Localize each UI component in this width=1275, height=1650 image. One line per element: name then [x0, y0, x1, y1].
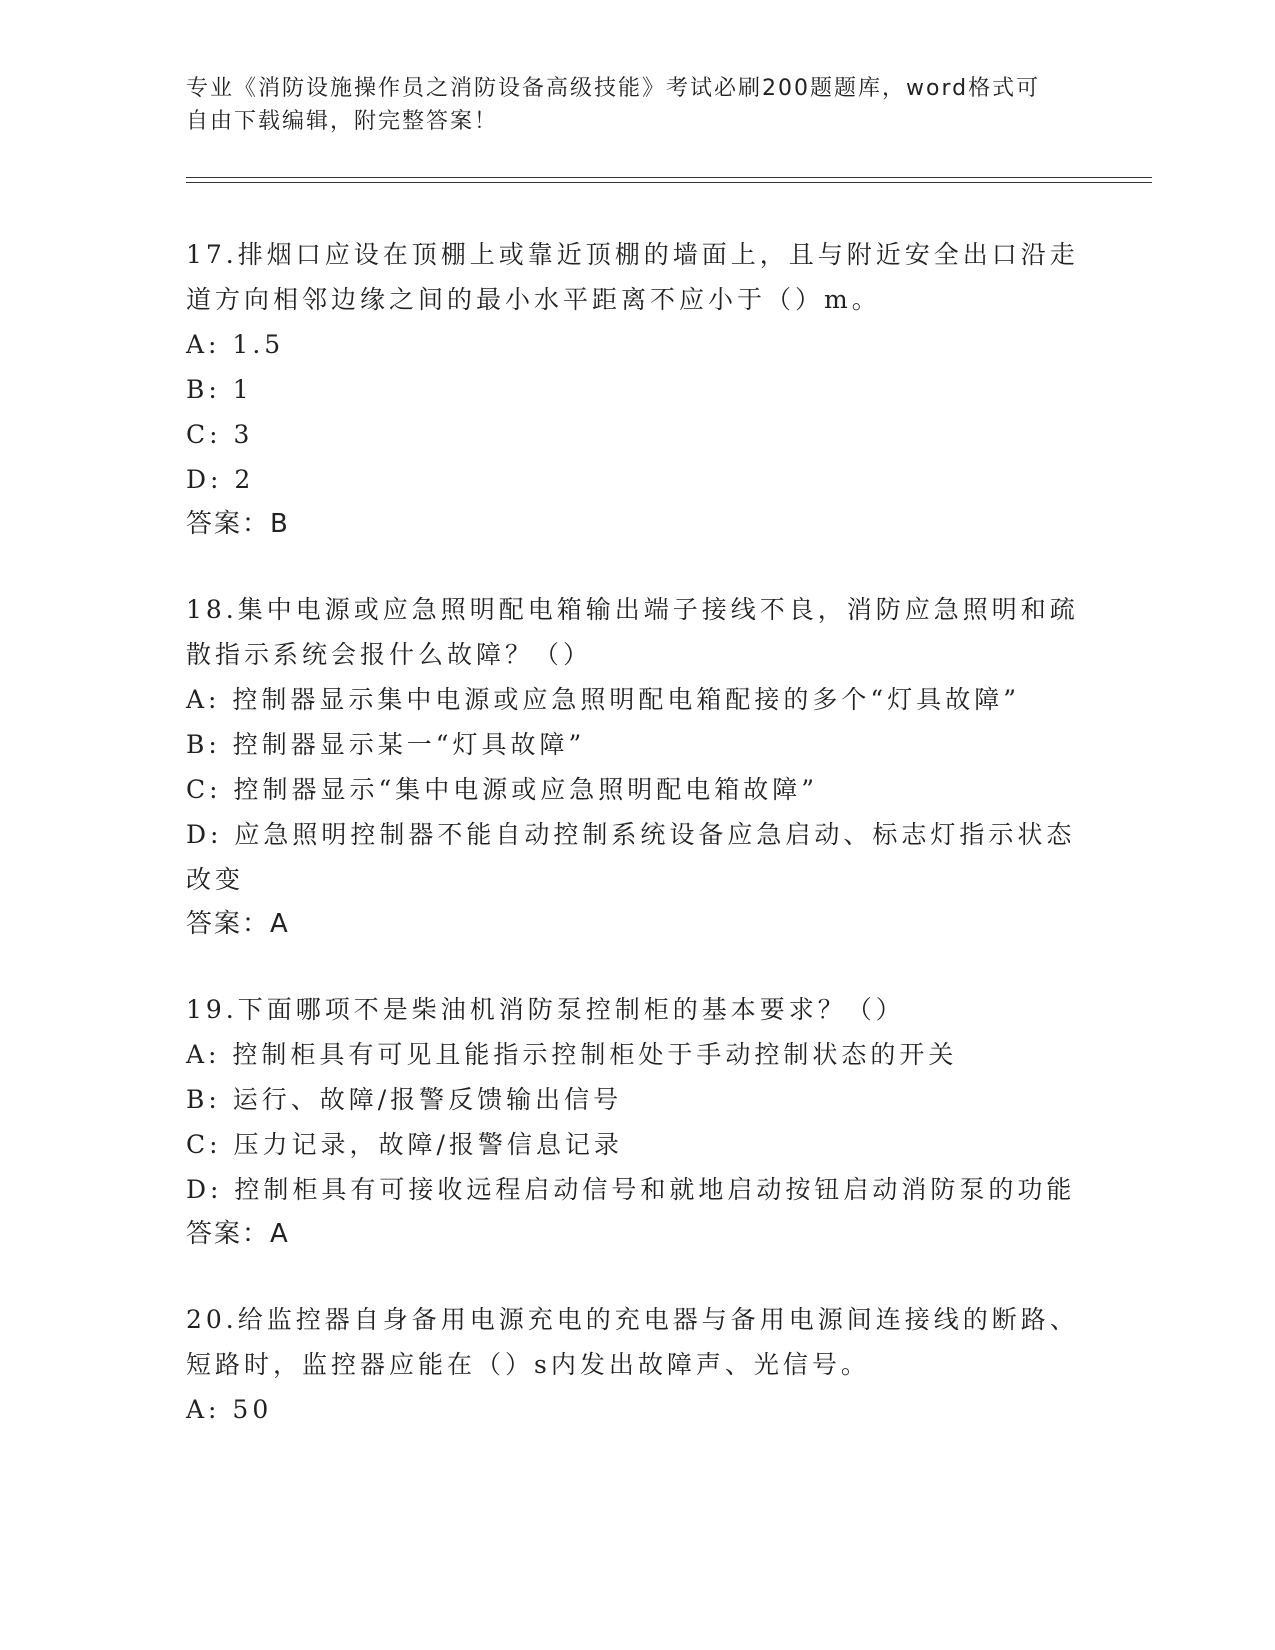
question-text: 18.集中电源或应急照明配电箱输出端子接线不良，消防应急照明和疏散指示系统会报什么故障？（）: [186, 595, 1079, 669]
option-a: A: 1.5: [186, 330, 285, 359]
question-17: [186, 232, 1186, 547]
option-c: C: 控制器显示“集中电源或应急照明配电箱故障”: [186, 775, 819, 804]
option-a: A: 控制器显示集中电源或应急照明配电箱配接的多个“灯具故障”: [186, 685, 1020, 714]
option-c: C: 压力记录，故障/报警信息记录: [186, 1130, 623, 1159]
header-line-1: 专业《消防设施操作员之消防设备高级技能》考试必刷200题题库，word格式可: [186, 76, 1041, 101]
question-list: [186, 232, 1186, 1472]
option-c: C: 3: [186, 420, 254, 449]
option-d: D: 2: [186, 465, 255, 494]
answer-line: 答案：A: [186, 1219, 290, 1249]
option-a: A: 控制柜具有可见且能指示控制柜处于手动控制状态的开关: [186, 1040, 958, 1069]
question-18: [186, 587, 1186, 947]
option-d: D: 应急照明控制器不能自动控制系统设备应急启动、标志灯指示状态改变: [186, 820, 1076, 894]
header-line-2: 自由下载编辑，附完整答案！: [186, 109, 499, 134]
document-header: [186, 72, 1086, 138]
option-a: A: 50: [186, 1395, 273, 1424]
option-b: B: 控制器显示某一“灯具故障”: [186, 730, 586, 759]
question-text: 19.下面哪项不是柴油机消防泵控制柜的基本要求？（）: [186, 995, 905, 1024]
header-divider-second: [186, 182, 1152, 183]
option-d: D: 控制柜具有可接收远程启动信号和就地启动按钮启动消防泵的功能: [186, 1175, 1076, 1204]
header-divider: [186, 177, 1152, 178]
option-b: B: 运行、故障/报警反馈输出信号: [186, 1085, 623, 1114]
answer-line: 答案：B: [186, 509, 290, 539]
question-text: 17.排烟口应设在顶棚上或靠近顶棚的墙面上，且与附近安全出口沿走道方向相邻边缘之间的最小水平距离不应小于（）m。: [186, 240, 1079, 314]
question-text: 20.给监控器自身备用电源充电的充电器与备用电源间连接线的断路、短路时，监控器应能在（）s内发出故障声、光信号。: [186, 1305, 1079, 1379]
option-b: B: 1: [186, 375, 253, 404]
question-19: [186, 987, 1186, 1257]
answer-line: 答案：A: [186, 909, 290, 939]
question-20: [186, 1297, 1186, 1432]
